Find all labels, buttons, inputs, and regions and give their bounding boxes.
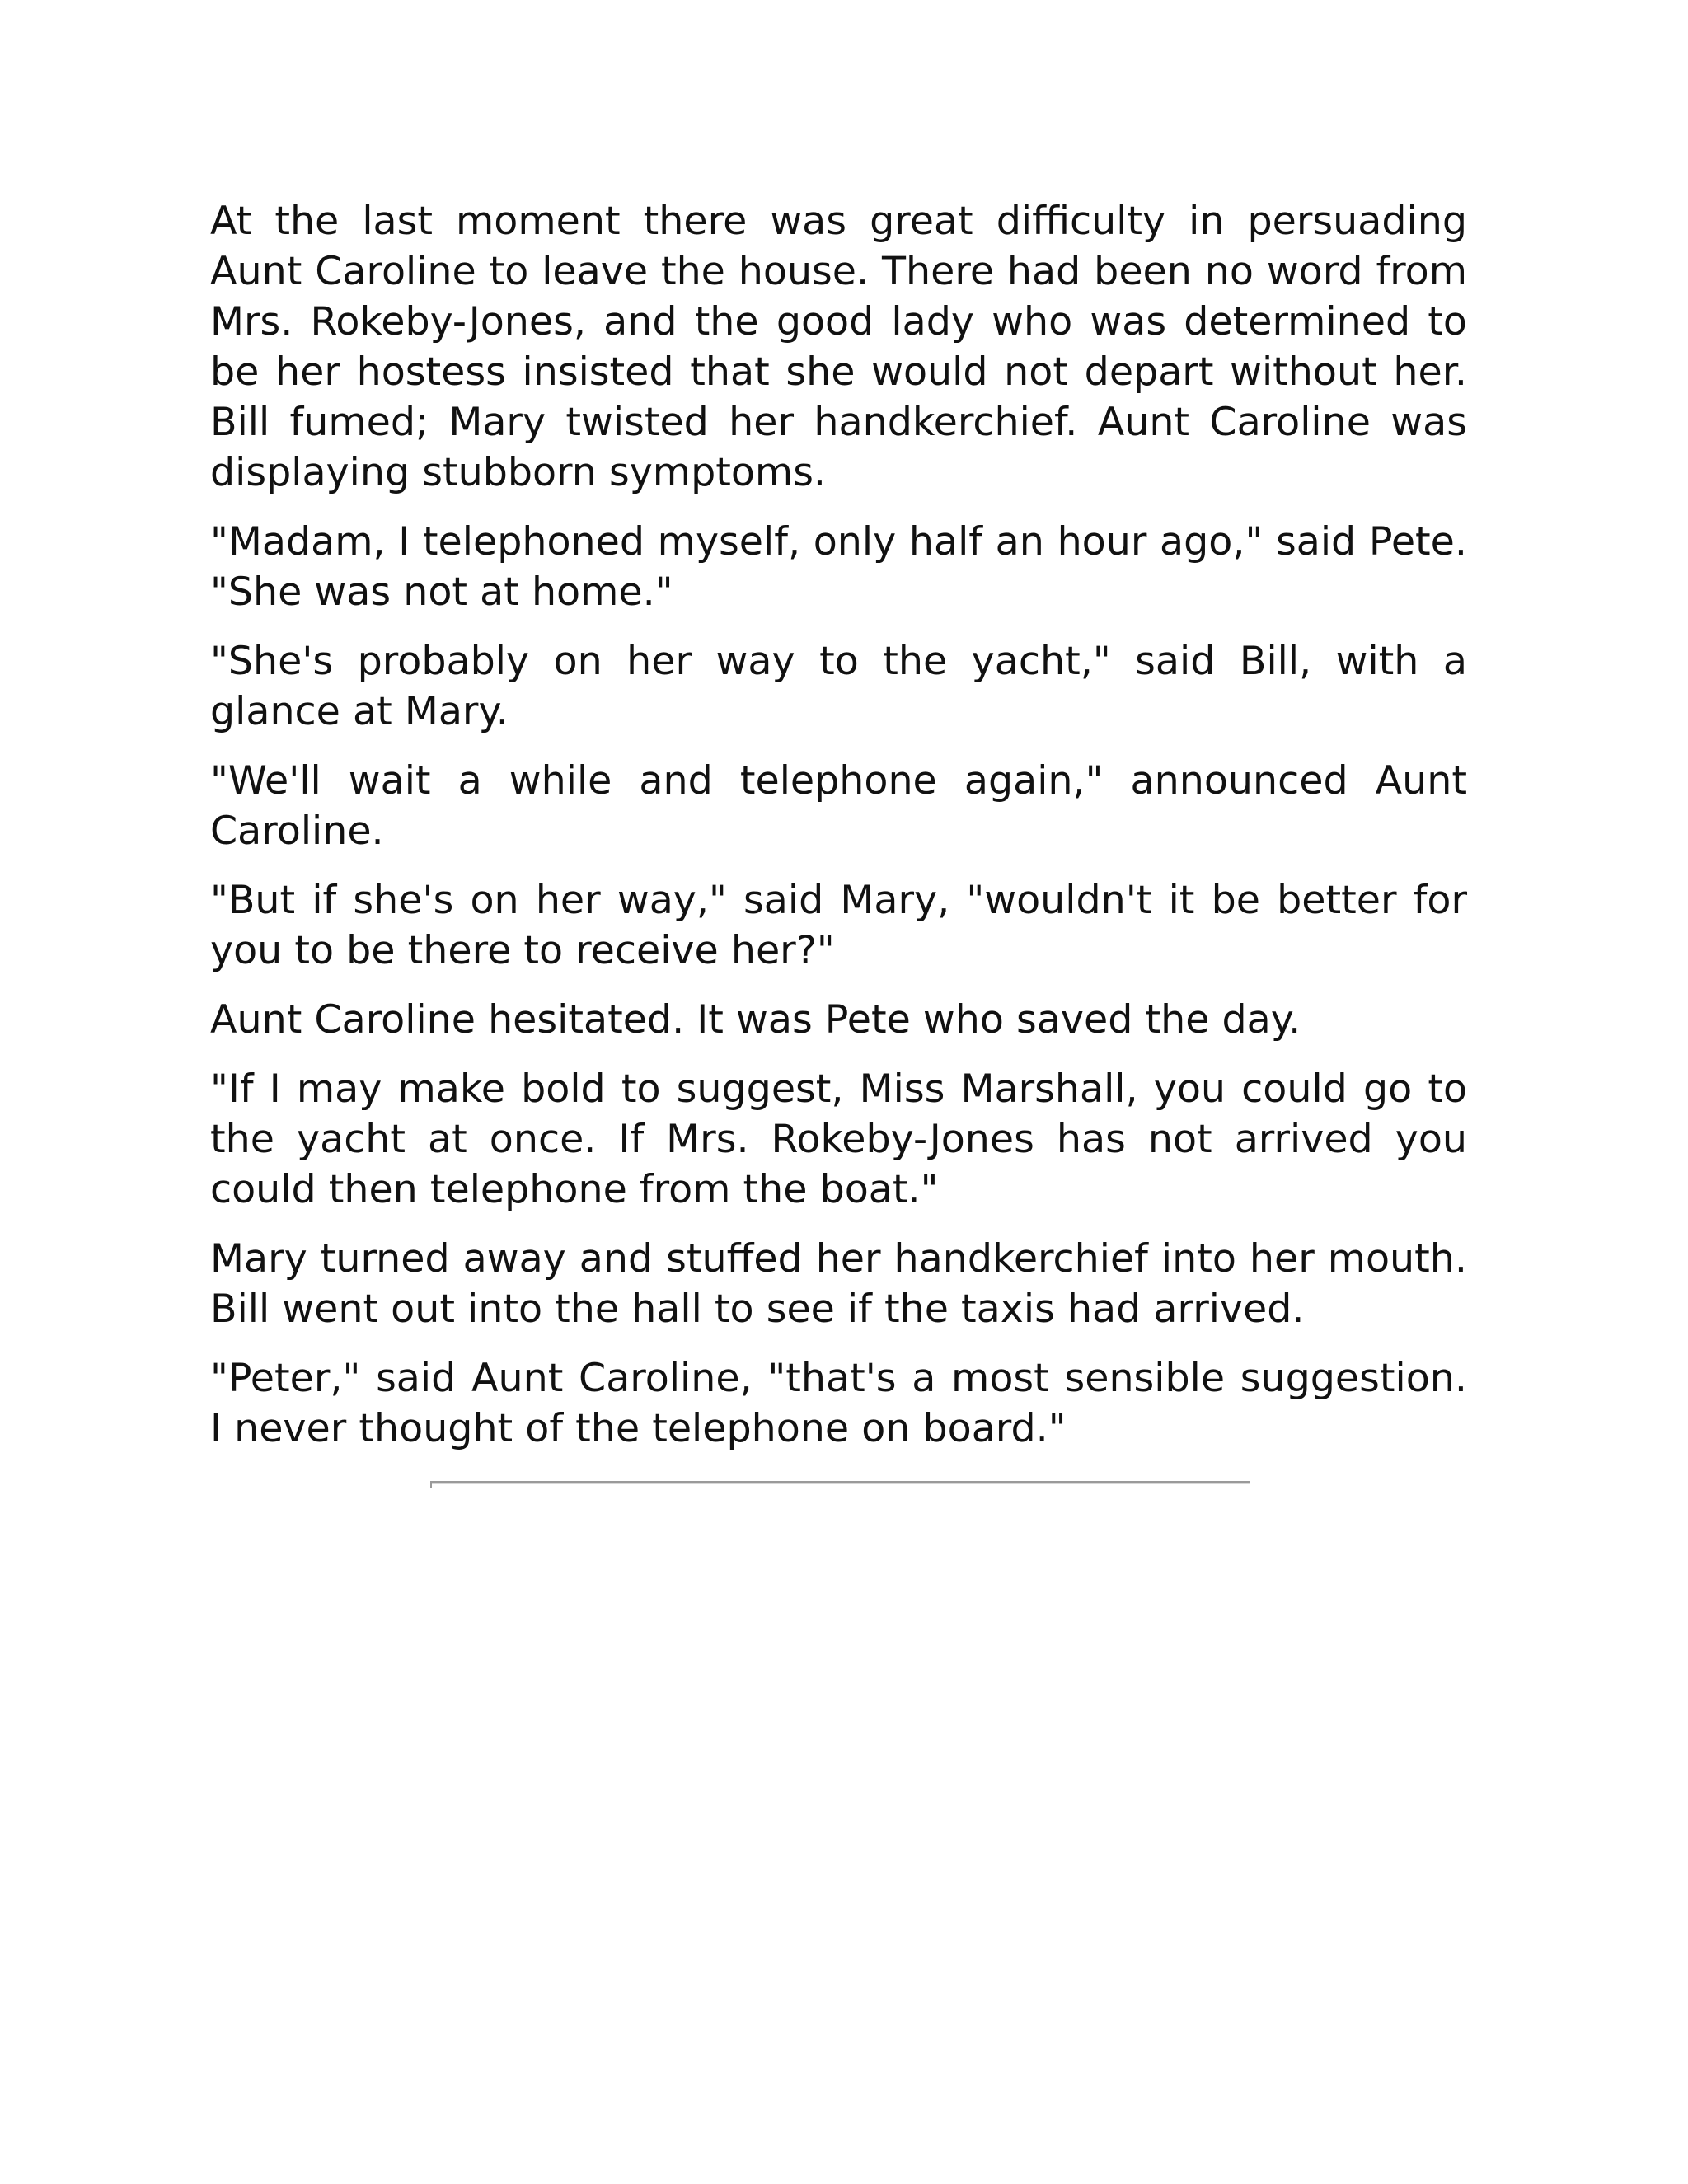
paragraph-5: "But if she's on her way," said Mary, "wouldn't it be better for you to be there to receive her?" [210,878,1467,973]
paragraph-3: "She's probably on her way to the yacht," said Bill, with a glance at Mary. [210,639,1467,734]
paragraph-7: "If I may make bold to suggest, Miss Marshall, you could go to the yacht at once. If Mrs. Rokeby-Jones has not arrived you could then telephone from the boat." [210,1066,1467,1212]
paragraph-4: "We'll wait a while and telephone again," announced Aunt Caroline. [210,758,1467,854]
story-text [210,196,1467,1473]
horizontal-rule [430,1481,1250,1488]
paragraph-2: "Madam, I telephoned myself, only half an hour ago," said Pete. "She was not at home." [210,519,1467,615]
paragraph-9: "Peter," said Aunt Caroline, "that's a most sensible suggestion. I never thought of the telephone on board." [210,1356,1467,1451]
paragraph-8: Mary turned away and stuffed her handkerchief into her mouth. Bill went out into the hall to see if the taxis had arrived. [210,1236,1467,1332]
paragraph-1: At the last moment there was great difficulty in persuading Aunt Caroline to leave the house. There had been no word from Mrs. Rokeby-Jones, and the good lady who was determined to be her hostess insisted that she would not depart without her. Bill fumed; Mary twisted her handkerchief. Aunt Caroline was displaying stubborn symptoms. [210,199,1467,495]
paragraph-6: Aunt Caroline hesitated. It was Pete who saved the day. [210,997,1301,1043]
